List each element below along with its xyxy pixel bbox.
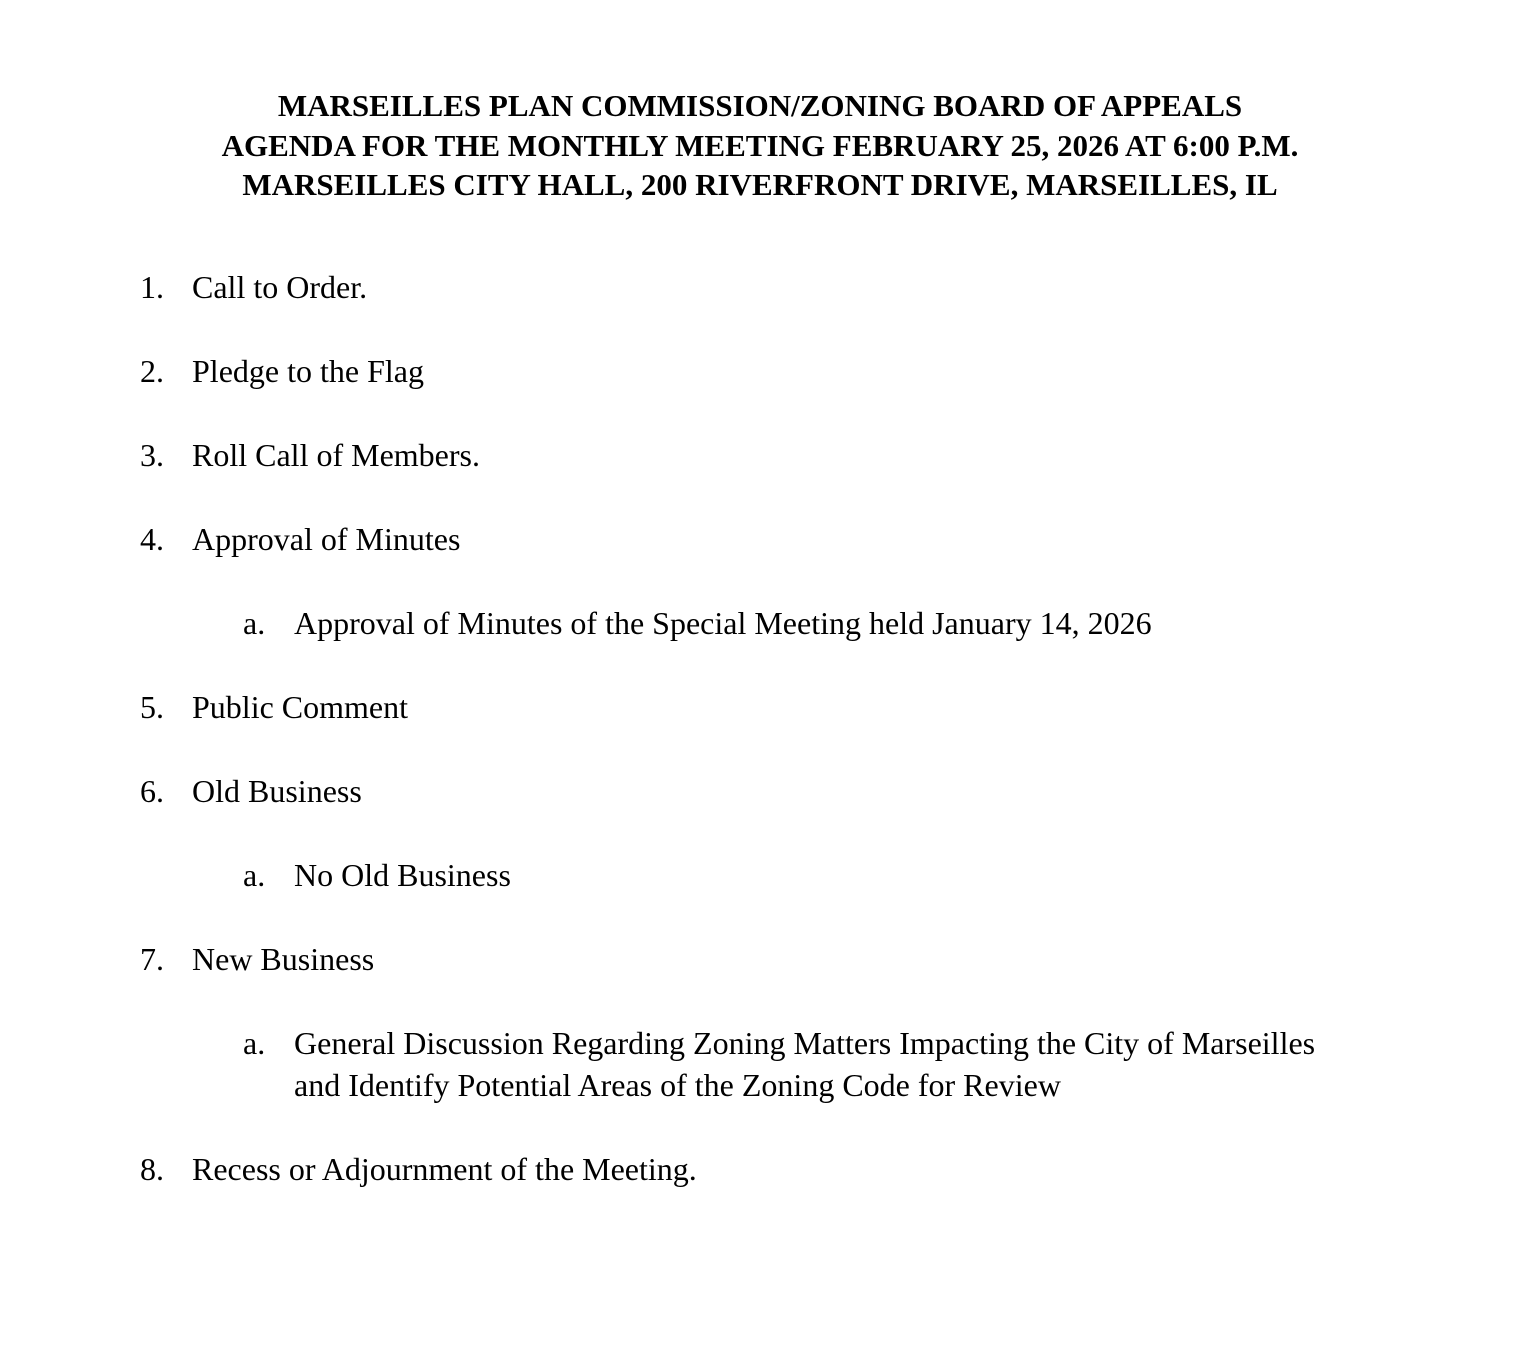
subitem-text: Approval of Minutes of the Special Meeting held January 14, 2026 xyxy=(294,605,1152,641)
agenda-header xyxy=(0,86,1520,205)
item-number: 1. xyxy=(140,269,164,305)
item-number: 7. xyxy=(140,941,164,977)
item-text: Roll Call of Members. xyxy=(192,437,480,473)
item-number: 2. xyxy=(140,353,164,389)
subitem-text: No Old Business xyxy=(294,857,511,893)
item-number: 5. xyxy=(140,689,164,725)
item-number: 3. xyxy=(140,437,164,473)
item-text: Old Business xyxy=(192,773,362,809)
item-text: Approval of Minutes xyxy=(192,521,461,557)
item-number: 4. xyxy=(140,521,164,557)
item-text: Pledge to the Flag xyxy=(192,353,424,389)
item-text: Call to Order. xyxy=(192,269,368,305)
header-location: MARSEILLES CITY HALL, 200 RIVERFRONT DRIVE, MARSEILLES, IL xyxy=(242,167,1278,202)
item-number: 6. xyxy=(140,773,164,809)
header-meeting-date: AGENDA FOR THE MONTHLY MEETING FEBRUARY 25, 2026 AT 6:00 P.M. xyxy=(221,127,1299,163)
header-title: MARSEILLES PLAN COMMISSION/ZONING BOARD OF APPEALS xyxy=(277,88,1243,123)
item-text: New Business xyxy=(192,941,375,977)
subitem-text-line1: General Discussion Regarding Zoning Matters Impacting the City of Marseilles xyxy=(294,1025,1316,1061)
item-text: Recess or Adjournment of the Meeting. xyxy=(192,1151,697,1187)
subitem-letter: a. xyxy=(243,857,266,893)
subitem-letter: a. xyxy=(243,605,266,641)
subitem-text-line2: and Identify Potential Areas of the Zoning Code for Review xyxy=(294,1067,1061,1103)
item-number: 8. xyxy=(140,1151,164,1187)
subitem-letter: a. xyxy=(243,1025,266,1061)
item-text: Public Comment xyxy=(192,689,408,725)
